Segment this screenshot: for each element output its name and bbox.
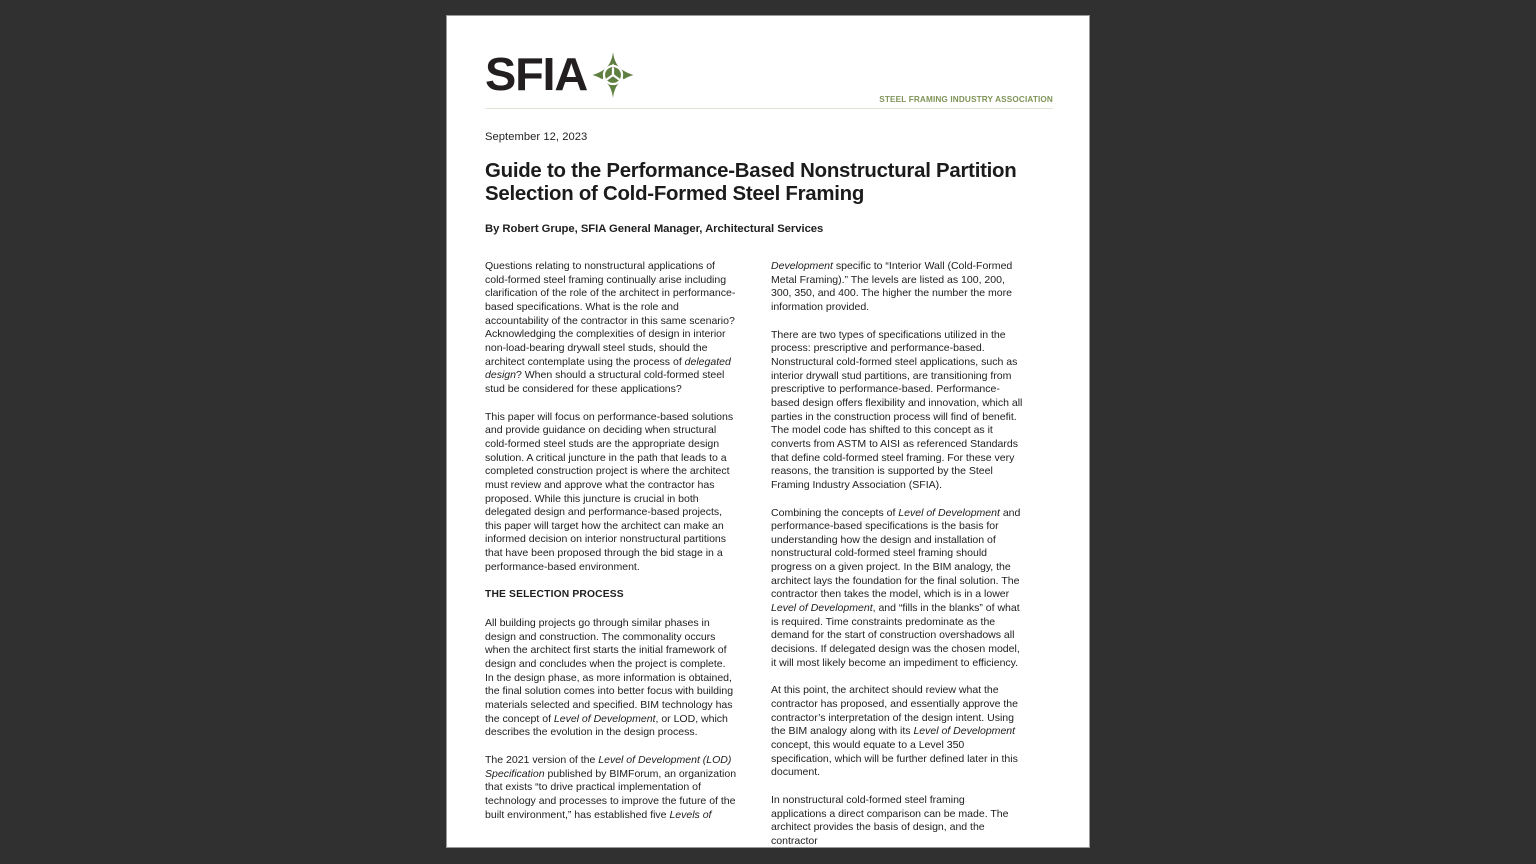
- body-paragraph: [771, 260, 1023, 315]
- four-point-star-recycle-icon: [592, 52, 634, 98]
- body-paragraph: [771, 329, 1023, 493]
- body-column-left: [485, 260, 737, 836]
- text-run: published by BIMForum, an organization that exists “to drive practical implementation of technology and processes to improve the future of the built environment,” has established five: [485, 767, 737, 821]
- emphasis-run: delegated design: [485, 355, 731, 382]
- body-paragraph: [771, 794, 1023, 847]
- text-run: ? When should a structural cold-formed steel stud be considered for these applications?: [485, 369, 725, 395]
- text-run: All building projects go through similar phases in design and construction. The commonality occurs when the architect first starts the initial framework of design and concludes when the project is complete. In the design phase, as more information is obtained, the final solution comes into better focus with building materials selected and specified. BIM technology has the concept of: [485, 617, 734, 725]
- emphasis-run: Development: [771, 260, 833, 272]
- article-body: [485, 260, 1053, 847]
- masthead-tagline: STEEL FRAMING INDUSTRY ASSOCIATION: [879, 95, 1053, 104]
- text-run: At this point, the architect should review what the contractor has proposed, and essentially approve the contractor’s interpretation of the design intent. Using the BIM analogy along with its: [771, 684, 1018, 738]
- emphasis-run: Level of Development: [898, 506, 1000, 519]
- body-paragraph: [485, 260, 737, 397]
- text-run: concept, this would equate to a Level 350 specification, which will be further defined later in this document.: [771, 739, 1018, 779]
- emphasis-run: Level of Development: [771, 602, 873, 615]
- body-paragraph: [485, 411, 737, 575]
- emphasis-run: Level of Development: [913, 725, 1016, 738]
- text-run: , and “fills in the blanks” of what is required. Time constraints predominate as the demand for the start of construction overshadows all decisions. If delegated design was the chosen model, it will most likely become an impediment to efficiency.: [771, 602, 1020, 669]
- document-page: [447, 16, 1089, 847]
- section-heading: [485, 588, 737, 602]
- body-column-right: [771, 260, 1023, 847]
- text-run: In nonstructural cold-formed steel framing applications a direct comparison can be made. The architect provides the basis of design, and the contractor: [771, 793, 1009, 847]
- body-paragraph: [485, 617, 737, 740]
- emphasis-run: Level of Development (LOD) Specification: [485, 754, 732, 780]
- page-title: Guide to the Performance-Based Nonstructural Partition Selection of Cold-Formed Steel Framing: [485, 160, 1017, 205]
- sfia-logo: [485, 46, 634, 102]
- text-run: Questions relating to nonstructural applications of cold-formed steel framing continually arise including clarification of the role of the architect in performance-based specifications. What is the role and accountability of the contractor in this same scenario? Acknowledging the complexities of design in interior non-load-bearing drywall steel studs, should the architect contemplate using the process of: [485, 260, 736, 368]
- text-run: and performance-based specifications is the basis for understanding how the design and installation of nonstructural cold-formed steel framing should progress on a given project. In the BIM analogy, the architect lays the foundation for the final solution. The contractor then takes the model, which is in a lower: [771, 506, 1021, 601]
- text-run: , or LOD, which describes the evolution in the design process.: [485, 712, 728, 739]
- document-date: September 12, 2023: [485, 131, 588, 143]
- text-run: The 2021 version of the: [485, 754, 599, 766]
- text-run: This paper will focus on performance-based solutions and provide guidance on deciding when structural cold-formed steel studs are the appropriate design solution. A critical juncture in the path that leads to a completed construction project is where the architect must review and approve what the contractor has proposed. While this juncture is crucial in both delegated design and performance-based projects, this paper will target how the architect can make an informed decision on interior nonstructural partitions that have been proposed through the bid stage in a performance-based environment.: [485, 410, 734, 573]
- text-run: There are two types of specifications utilized in the process: prescriptive and performance-based. Nonstructural cold-formed steel applications, such as interior drywall stud partitions, are transitioning from prescriptive to performance-based. Performance-based design offers flexibility and innovation, which all parties in the construction process will find of benefit. The model code has shifted to this concept as it converts from ASTM to AISI as referenced Standards that define cold-formed steel framing. For these very reasons, the transition is supported by the Steel Framing Industry Association (SFIA).: [771, 328, 1023, 491]
- body-paragraph: [771, 507, 1023, 671]
- logo-wordmark: SFIA: [485, 48, 587, 100]
- emphasis-run: Levels of: [669, 808, 712, 821]
- masthead: [485, 46, 1053, 109]
- emphasis-run: Level of Development: [553, 712, 656, 725]
- text-run: Combining the concepts of: [771, 506, 899, 519]
- body-paragraph: [485, 754, 737, 822]
- text-run: specific to “Interior Wall (Cold-Formed Metal Framing).” The levels are listed as 100, 200, 300, 350, and 400. The higher the number the more information provided.: [771, 260, 1013, 313]
- page-content-area: [485, 46, 1053, 847]
- body-paragraph: [771, 684, 1023, 780]
- text-run: THE SELECTION PROCESS: [485, 589, 624, 601]
- document-byline: By Robert Grupe, SFIA General Manager, Architectural Services: [485, 223, 824, 235]
